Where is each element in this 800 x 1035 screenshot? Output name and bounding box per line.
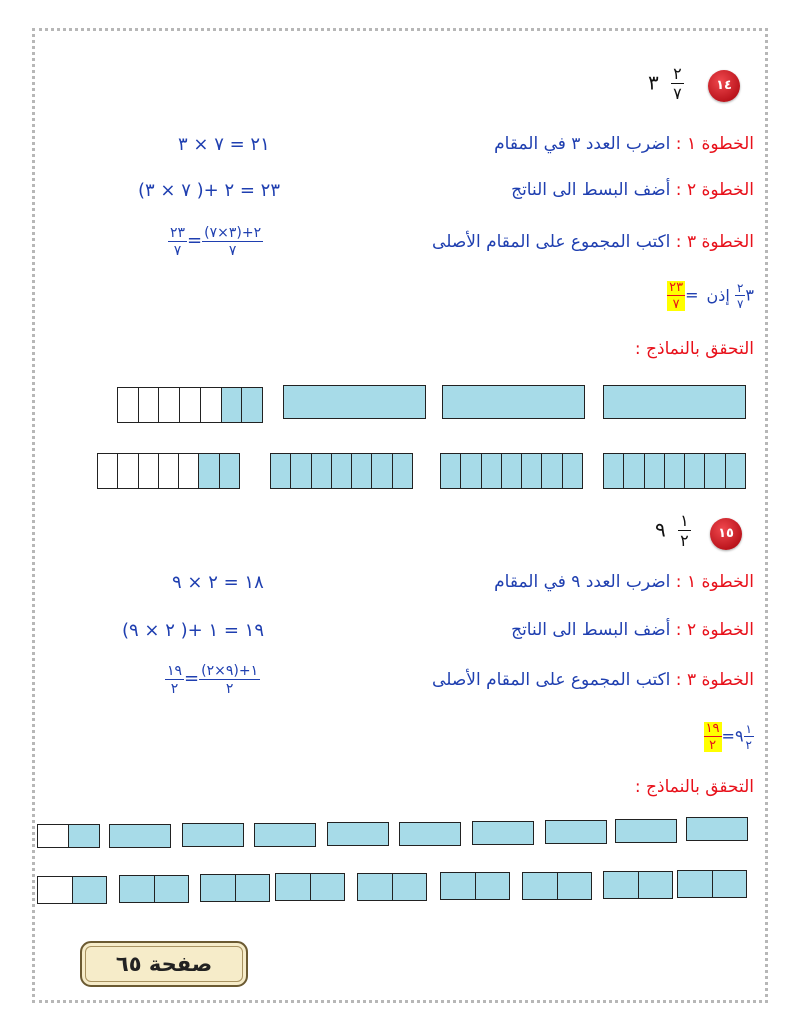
step-3	[432, 232, 754, 252]
fraction-bar	[37, 876, 107, 904]
bar-cell-filled	[541, 454, 561, 488]
whole-bar	[182, 823, 244, 847]
bar-cell-filled	[638, 872, 673, 898]
step-text: اكتب المجموع على المقام الأصلى	[432, 670, 671, 690]
denominator: ٢	[170, 681, 179, 697]
whole-bar	[254, 823, 316, 847]
numerator: ٢٣	[669, 280, 684, 295]
therefore-label: إذن	[706, 285, 730, 305]
bar-cell-filled	[501, 454, 521, 488]
whole-bar	[545, 820, 607, 844]
bar-cell	[158, 454, 178, 488]
bar-cell-filled	[475, 873, 510, 899]
bar-cell-filled	[68, 825, 99, 847]
bar-cell	[118, 388, 138, 422]
step-3	[432, 670, 754, 690]
step-text: أضف البسط الى الناتج	[511, 180, 671, 200]
bar-cell	[38, 825, 68, 847]
step-label: الخطوة ١ :	[675, 134, 754, 154]
numerator: ١٩	[167, 663, 183, 679]
denominator: ٧	[173, 243, 182, 259]
step-2	[511, 180, 754, 200]
bar-cell	[138, 454, 158, 488]
bar-cell-filled	[523, 873, 557, 899]
step-3-equation: $\frac{١٩}{٢}$ = $\frac{(٩\times ٢)+١}{٢}$	[167, 663, 259, 697]
divided-bar	[200, 874, 270, 902]
answer-fraction	[667, 281, 685, 311]
bar-cell	[179, 388, 200, 422]
step-label: الخطوة ٣ :	[675, 232, 754, 252]
bar-cell	[138, 388, 159, 422]
result-fraction	[168, 226, 187, 258]
numerator: ١	[745, 722, 752, 736]
fraction-bar	[97, 453, 240, 489]
bar-cell	[117, 454, 137, 488]
check-label: التحقق بالنماذج :	[634, 777, 754, 797]
denominator: ٢	[709, 738, 717, 753]
bar-cell-filled	[198, 454, 218, 488]
divided-bar	[357, 873, 427, 901]
numerator: (٩×٢)+١	[201, 663, 259, 679]
bar-cell-filled	[276, 874, 310, 900]
bar-cell-filled	[154, 876, 189, 902]
bar-cell-filled	[392, 874, 427, 900]
denominator: ٢	[680, 531, 689, 550]
divided-bar	[119, 875, 189, 903]
bar-cell-filled	[219, 454, 239, 488]
numerator: ١٩	[705, 721, 720, 736]
step-2-equation: ٢٣ = ٢ +( ٧ × ٣)	[138, 180, 281, 201]
whole-bar	[283, 385, 426, 419]
problem-number-badge: ١٥	[710, 518, 742, 550]
whole-part: ٩	[655, 517, 666, 542]
whole-bar	[686, 817, 748, 841]
bar-cell-filled	[358, 874, 392, 900]
result-fraction	[165, 664, 184, 696]
divided-bar	[270, 453, 413, 489]
bar-cell-filled	[644, 454, 664, 488]
bar-cell-filled	[441, 454, 460, 488]
bar-cell-filled	[441, 873, 475, 899]
bar-cell-filled	[725, 454, 745, 488]
numerator: ٢	[673, 64, 682, 83]
step-label: الخطوة ٢ :	[675, 620, 754, 640]
bar-cell	[178, 454, 198, 488]
bar-cell-filled	[664, 454, 684, 488]
whole-part: ٣	[648, 70, 659, 95]
numerator: ١	[680, 511, 689, 530]
numerator: ٢	[736, 281, 744, 295]
bar-cell-filled	[221, 388, 242, 422]
divided-bar	[603, 453, 746, 489]
whole-part: ٩	[734, 726, 744, 746]
fraction-part	[671, 66, 684, 102]
bar-cell-filled	[120, 876, 154, 902]
bar-cell-filled	[290, 454, 310, 488]
bar-cell-filled	[557, 873, 592, 899]
step-1-equation: ٢١ = ٧ × ٣	[178, 134, 270, 155]
whole-bar	[327, 822, 389, 846]
conclusion: $\frac{٢٣}{٧}$ = ٣ $\frac{٢}{٧}$ إذن	[669, 280, 754, 312]
divided-bar	[603, 871, 673, 899]
step-1-equation: ١٨ = ٢ × ٩	[172, 572, 264, 593]
step-1	[494, 572, 754, 592]
denominator: ٧	[228, 243, 237, 259]
denominator: ٧	[673, 84, 682, 103]
whole-part: ٣	[745, 285, 754, 305]
whole-bar	[109, 824, 171, 848]
bar-cell-filled	[481, 454, 501, 488]
fraction-part	[735, 282, 745, 310]
answer-fraction	[704, 722, 722, 752]
step-2-equation: ١٩ = ١ +( ٢ × ٩)	[122, 620, 265, 641]
bar-cell-filled	[371, 454, 391, 488]
bar-cell-filled	[235, 875, 270, 901]
page-number-label: صفحة ٦٥	[80, 941, 248, 987]
bar-cell-filled	[351, 454, 371, 488]
bar-cell-filled	[201, 875, 235, 901]
bar-cell-filled	[72, 877, 107, 903]
bar-cell-filled	[604, 872, 638, 898]
bar-cell-filled	[712, 871, 747, 897]
bar-cell-filled	[241, 388, 262, 422]
problem-number-badge: ١٤	[708, 70, 740, 102]
step-1	[494, 134, 754, 154]
denominator: ٧	[736, 297, 744, 311]
whole-bar	[399, 822, 461, 846]
denominator: ٢	[745, 738, 752, 752]
bar-cell-filled	[460, 454, 480, 488]
divided-bar	[440, 453, 583, 489]
step-3-equation: $\frac{٢٣}{٧}$ = $\frac{(٣\times ٧)+٢}{٧}$	[170, 225, 262, 259]
expression-fraction	[202, 226, 263, 258]
whole-bar	[472, 821, 534, 845]
bar-cell-filled	[604, 454, 623, 488]
bar-cell-filled	[271, 454, 290, 488]
step-label: الخطوة ١ :	[675, 572, 754, 592]
bar-cell	[200, 388, 221, 422]
bar-cell-filled	[311, 454, 331, 488]
fraction-bar	[37, 824, 100, 848]
divided-bar	[522, 872, 592, 900]
bar-cell-filled	[704, 454, 724, 488]
bar-cell-filled	[310, 874, 345, 900]
numerator: (٣×٧)+٢	[204, 225, 262, 241]
whole-bar	[442, 385, 585, 419]
conclusion: $\frac{١٩}{٢}$ =٩ $\frac{١}{٢}$	[705, 721, 752, 753]
step-text: اضرب العدد ٣ في المقام	[494, 134, 671, 154]
divided-bar	[440, 872, 510, 900]
bar-cell-filled	[521, 454, 541, 488]
bar-cell	[158, 388, 179, 422]
bar-cell-filled	[392, 454, 412, 488]
mixed-number	[648, 66, 684, 102]
bar-cell-filled	[331, 454, 351, 488]
fraction-part	[678, 513, 691, 549]
step-text: أضف البسط الى الناتج	[511, 620, 671, 640]
whole-bar	[603, 385, 746, 419]
mixed-number	[655, 513, 691, 549]
check-label: التحقق بالنماذج :	[634, 339, 754, 359]
divided-bar	[677, 870, 747, 898]
bar-cell-filled	[562, 454, 582, 488]
expression-fraction	[199, 664, 260, 696]
denominator: ٧	[672, 297, 680, 312]
bar-cell	[98, 454, 117, 488]
bar-cell	[38, 877, 72, 903]
denominator: ٢	[225, 681, 234, 697]
numerator: ٢٣	[170, 225, 186, 241]
step-label: الخطوة ٣ :	[675, 670, 754, 690]
bar-cell-filled	[678, 871, 712, 897]
step-text: اكتب المجموع على المقام الأصلى	[432, 232, 671, 252]
fraction-bar	[117, 387, 263, 423]
bar-cell-filled	[684, 454, 704, 488]
whole-bar	[615, 819, 677, 843]
fraction-part	[744, 723, 754, 751]
step-2	[511, 620, 754, 640]
step-text: اضرب العدد ٩ في المقام	[494, 572, 671, 592]
bar-cell-filled	[623, 454, 643, 488]
divided-bar	[275, 873, 345, 901]
step-label: الخطوة ٢ :	[675, 180, 754, 200]
